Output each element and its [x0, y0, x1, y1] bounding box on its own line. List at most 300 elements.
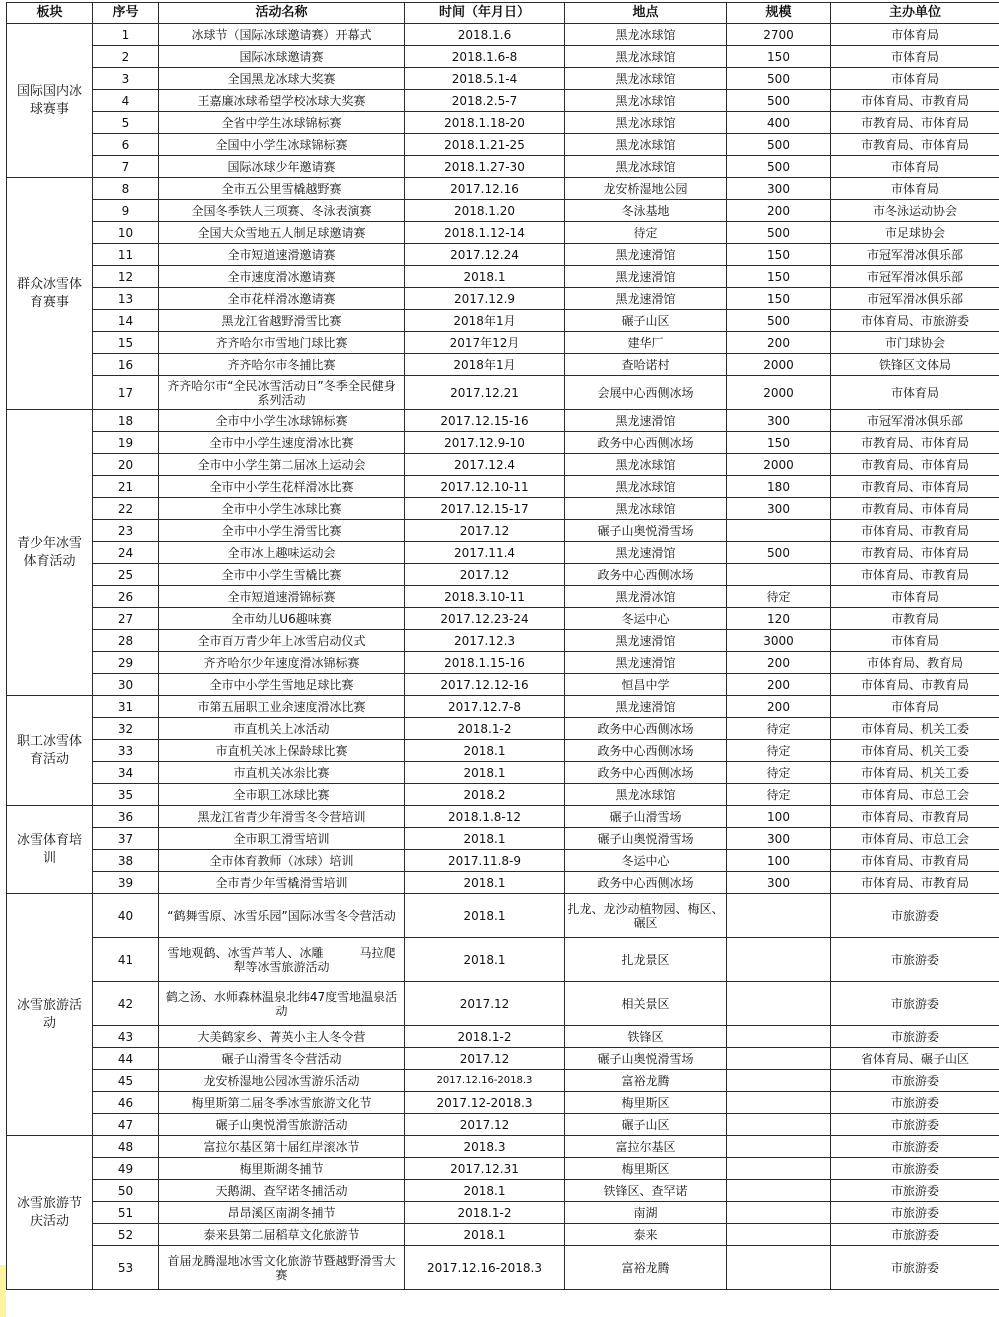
activity-location[interactable]: 梅里斯区 — [565, 1092, 727, 1114]
activity-location[interactable]: 冬泳基地 — [565, 200, 727, 222]
activity-name[interactable]: 黑龙江省青少年滑雪冬令营培训 — [159, 806, 405, 828]
activity-location[interactable]: 扎龙景区 — [565, 938, 727, 982]
activity-date[interactable]: 2017.12.15-17 — [405, 498, 565, 520]
activity-date[interactable]: 2018.1 — [405, 762, 565, 784]
activity-scale[interactable]: 500 — [727, 134, 831, 156]
activity-scale[interactable] — [727, 1092, 831, 1114]
activity-organizer[interactable]: 市旅游委 — [831, 1202, 999, 1224]
activity-date[interactable]: 2017.12 — [405, 564, 565, 586]
activity-organizer[interactable]: 市体育局 — [831, 68, 999, 90]
activity-date[interactable]: 2018.1.15-16 — [405, 652, 565, 674]
activity-organizer[interactable]: 市体育局、机关工委 — [831, 762, 999, 784]
activity-organizer[interactable]: 市教育局、市体育局 — [831, 134, 999, 156]
activity-date[interactable]: 2018.1.8-12 — [405, 806, 565, 828]
row-number[interactable]: 27 — [93, 608, 159, 630]
activity-scale[interactable]: 500 — [727, 222, 831, 244]
activity-location[interactable]: 黑龙速滑馆 — [565, 288, 727, 310]
activity-location[interactable]: 黑龙冰球馆 — [565, 784, 727, 806]
row-number[interactable]: 18 — [93, 410, 159, 432]
activity-date[interactable]: 2018.1 — [405, 938, 565, 982]
activity-organizer[interactable]: 市体育局、市教育局 — [831, 520, 999, 542]
activity-date[interactable]: 2018.1 — [405, 1224, 565, 1246]
activity-date[interactable]: 2017年12月 — [405, 332, 565, 354]
activity-location[interactable]: 相关景区 — [565, 982, 727, 1026]
activity-scale[interactable]: 2700 — [727, 24, 831, 46]
activity-date[interactable]: 2017.12 — [405, 1114, 565, 1136]
activity-name[interactable]: 全市青少年雪橇滑雪培训 — [159, 872, 405, 894]
activity-scale[interactable]: 100 — [727, 806, 831, 828]
activity-organizer[interactable]: 市体育局 — [831, 24, 999, 46]
activity-organizer[interactable]: 市旅游委 — [831, 938, 999, 982]
activity-name[interactable]: 龙安桥湿地公园冰雪游乐活动 — [159, 1070, 405, 1092]
row-number[interactable]: 36 — [93, 806, 159, 828]
activity-scale[interactable] — [727, 982, 831, 1026]
row-number[interactable]: 33 — [93, 740, 159, 762]
activity-scale[interactable]: 待定 — [727, 762, 831, 784]
activity-date[interactable]: 2018.1 — [405, 872, 565, 894]
row-number[interactable]: 53 — [93, 1246, 159, 1290]
activity-scale[interactable] — [727, 1048, 831, 1070]
activity-date[interactable]: 2018.1.27-30 — [405, 156, 565, 178]
section-label[interactable]: 冰雪体育培训 — [7, 806, 93, 894]
row-number[interactable]: 7 — [93, 156, 159, 178]
activity-location[interactable]: 黑龙速滑馆 — [565, 630, 727, 652]
activity-location[interactable]: 黑龙速滑馆 — [565, 652, 727, 674]
activity-scale[interactable] — [727, 520, 831, 542]
activity-date[interactable]: 2018.1 — [405, 266, 565, 288]
activity-date[interactable]: 2017.12.15-16 — [405, 410, 565, 432]
activity-organizer[interactable]: 市旅游委 — [831, 1092, 999, 1114]
row-number[interactable]: 1 — [93, 24, 159, 46]
row-number[interactable]: 6 — [93, 134, 159, 156]
activity-date[interactable]: 2017.12 — [405, 982, 565, 1026]
activity-location[interactable]: 黑龙冰球馆 — [565, 24, 727, 46]
activity-name[interactable]: 国际冰球邀请赛 — [159, 46, 405, 68]
activity-location[interactable]: 政务中心西侧冰场 — [565, 740, 727, 762]
activity-location[interactable]: 黑龙冰球馆 — [565, 112, 727, 134]
row-number[interactable]: 17 — [93, 376, 159, 410]
activity-scale[interactable]: 300 — [727, 872, 831, 894]
activity-scale[interactable] — [727, 1202, 831, 1224]
activity-name[interactable]: 全市中小学生雪橇比赛 — [159, 564, 405, 586]
activity-scale[interactable]: 3000 — [727, 630, 831, 652]
activity-name[interactable]: 全市中小学生滑雪比赛 — [159, 520, 405, 542]
activity-scale[interactable]: 300 — [727, 178, 831, 200]
activity-scale[interactable]: 待定 — [727, 740, 831, 762]
row-number[interactable]: 32 — [93, 718, 159, 740]
activity-date[interactable]: 2017.12.16 — [405, 178, 565, 200]
activity-name[interactable]: 泰来县第二届稻草文化旅游节 — [159, 1224, 405, 1246]
activity-name[interactable]: 首届龙腾湿地冰雪文化旅游节暨越野滑雪大赛 — [159, 1246, 405, 1290]
row-number[interactable]: 24 — [93, 542, 159, 564]
activity-scale[interactable]: 2000 — [727, 454, 831, 476]
activity-organizer[interactable]: 市体育局 — [831, 376, 999, 410]
activity-location[interactable]: 碾子山区 — [565, 310, 727, 332]
activity-date[interactable]: 2017.12.7-8 — [405, 696, 565, 718]
activity-date[interactable]: 2017.12.9-10 — [405, 432, 565, 454]
activity-organizer[interactable]: 铁锋区文体局 — [831, 354, 999, 376]
activity-organizer[interactable]: 市体育局、市旅游委 — [831, 310, 999, 332]
activity-name[interactable]: 全国大众雪地五人制足球邀请赛 — [159, 222, 405, 244]
activity-location[interactable]: 黑龙速滑馆 — [565, 244, 727, 266]
activity-organizer[interactable]: 市旅游委 — [831, 1224, 999, 1246]
activity-scale[interactable]: 2000 — [727, 376, 831, 410]
activity-organizer[interactable]: 市教育局、市体育局 — [831, 498, 999, 520]
activity-organizer[interactable]: 市冠军滑冰俱乐部 — [831, 266, 999, 288]
row-number[interactable]: 38 — [93, 850, 159, 872]
activity-location[interactable]: 政务中心西侧冰场 — [565, 718, 727, 740]
row-number[interactable]: 10 — [93, 222, 159, 244]
activity-location[interactable]: 黑龙冰球馆 — [565, 476, 727, 498]
row-number[interactable]: 13 — [93, 288, 159, 310]
row-number[interactable]: 45 — [93, 1070, 159, 1092]
activity-scale[interactable]: 120 — [727, 608, 831, 630]
activity-organizer[interactable]: 市体育局、市教育局 — [831, 872, 999, 894]
activity-location[interactable]: 黑龙冰球馆 — [565, 46, 727, 68]
activity-location[interactable]: 政务中心西侧冰场 — [565, 432, 727, 454]
activity-scale[interactable]: 150 — [727, 244, 831, 266]
activity-scale[interactable]: 200 — [727, 696, 831, 718]
activity-organizer[interactable]: 省体育局、碾子山区 — [831, 1048, 999, 1070]
activity-name[interactable]: 市第五届职工业余速度滑冰比赛 — [159, 696, 405, 718]
activity-organizer[interactable]: 市旅游委 — [831, 894, 999, 938]
activity-name[interactable]: 国际冰球少年邀请赛 — [159, 156, 405, 178]
activity-scale[interactable]: 200 — [727, 674, 831, 696]
row-number[interactable]: 34 — [93, 762, 159, 784]
activity-scale[interactable]: 500 — [727, 156, 831, 178]
activity-name[interactable]: 全国黑龙冰球大奖赛 — [159, 68, 405, 90]
activity-name[interactable]: 富拉尔基区第十届红岸滚冰节 — [159, 1136, 405, 1158]
activity-scale[interactable]: 180 — [727, 476, 831, 498]
activity-date[interactable]: 2017.12.10-11 — [405, 476, 565, 498]
activity-name[interactable]: 全市中小学生冰球比赛 — [159, 498, 405, 520]
activity-date[interactable]: 2017.12-2018.3 — [405, 1092, 565, 1114]
activity-location[interactable]: 黑龙冰球馆 — [565, 156, 727, 178]
row-number[interactable]: 21 — [93, 476, 159, 498]
row-number[interactable]: 12 — [93, 266, 159, 288]
row-number[interactable]: 15 — [93, 332, 159, 354]
activity-name[interactable]: 市直机关冰尜比赛 — [159, 762, 405, 784]
activity-date[interactable]: 2017.12.21 — [405, 376, 565, 410]
activity-date[interactable]: 2018.2.5-7 — [405, 90, 565, 112]
row-number[interactable]: 9 — [93, 200, 159, 222]
activity-location[interactable]: 南湖 — [565, 1202, 727, 1224]
activity-location[interactable]: 铁锋区、查罕诺 — [565, 1180, 727, 1202]
activity-organizer[interactable]: 市教育局、市体育局 — [831, 542, 999, 564]
section-label[interactable]: 国际国内冰球赛事 — [7, 24, 93, 178]
activity-name[interactable]: 全市体育教师（冰球）培训 — [159, 850, 405, 872]
activity-scale[interactable] — [727, 1246, 831, 1290]
row-number[interactable]: 8 — [93, 178, 159, 200]
activity-name[interactable]: 天鹅湖、查罕诺冬捕活动 — [159, 1180, 405, 1202]
activity-organizer[interactable]: 市冬泳运动协会 — [831, 200, 999, 222]
header-location[interactable]: 地点 — [565, 3, 727, 24]
section-label[interactable]: 冰雪旅游活动 — [7, 894, 93, 1136]
row-number[interactable]: 44 — [93, 1048, 159, 1070]
section-label[interactable]: 青少年冰雪体育活动 — [7, 410, 93, 696]
activity-organizer[interactable]: 市教育局 — [831, 608, 999, 630]
row-number[interactable]: 3 — [93, 68, 159, 90]
row-number[interactable]: 40 — [93, 894, 159, 938]
activity-name[interactable]: 全国中小学生冰球锦标赛 — [159, 134, 405, 156]
section-label[interactable]: 群众冰雪体育赛事 — [7, 178, 93, 410]
activity-organizer[interactable]: 市体育局 — [831, 586, 999, 608]
activity-name[interactable]: 全国冬季铁人三项赛、冬泳表演赛 — [159, 200, 405, 222]
activity-location[interactable]: 黑龙冰球馆 — [565, 498, 727, 520]
activity-scale[interactable] — [727, 1070, 831, 1092]
activity-scale[interactable]: 500 — [727, 542, 831, 564]
activity-scale[interactable]: 待定 — [727, 718, 831, 740]
activity-organizer[interactable]: 市门球协会 — [831, 332, 999, 354]
activity-name[interactable]: 市直机关冰上保龄球比赛 — [159, 740, 405, 762]
activity-location[interactable]: 待定 — [565, 222, 727, 244]
activity-name[interactable]: 全市中小学生第二届冰上运动会 — [159, 454, 405, 476]
activity-name[interactable]: 大美鹤家乡、菁英小主人冬令营 — [159, 1026, 405, 1048]
activity-date[interactable]: 2017.12.23-24 — [405, 608, 565, 630]
row-number[interactable]: 43 — [93, 1026, 159, 1048]
activity-scale[interactable] — [727, 564, 831, 586]
activity-name[interactable]: 齐齐哈尔市雪地门球比赛 — [159, 332, 405, 354]
activity-location[interactable]: 冬运中心 — [565, 608, 727, 630]
activity-location[interactable]: 黑龙冰球馆 — [565, 90, 727, 112]
activity-location[interactable]: 碾子山滑雪场 — [565, 806, 727, 828]
activity-scale[interactable] — [727, 1026, 831, 1048]
row-number[interactable]: 26 — [93, 586, 159, 608]
row-number[interactable]: 48 — [93, 1136, 159, 1158]
activity-location[interactable]: 泰来 — [565, 1224, 727, 1246]
header-date[interactable]: 时间（年月日） — [405, 3, 565, 24]
activity-name[interactable]: 全省中学生冰球锦标赛 — [159, 112, 405, 134]
activity-date[interactable]: 2017.12.12-16 — [405, 674, 565, 696]
row-number[interactable]: 5 — [93, 112, 159, 134]
activity-name[interactable]: 碾子山滑雪冬令营活动 — [159, 1048, 405, 1070]
activity-organizer[interactable]: 市旅游委 — [831, 1246, 999, 1290]
activity-date[interactable]: 2018.1.12-14 — [405, 222, 565, 244]
row-number[interactable]: 28 — [93, 630, 159, 652]
activity-scale[interactable]: 500 — [727, 90, 831, 112]
activity-location[interactable]: 政务中心西侧冰场 — [565, 762, 727, 784]
activity-location[interactable]: 黑龙滑冰馆 — [565, 586, 727, 608]
activity-organizer[interactable]: 市旅游委 — [831, 1114, 999, 1136]
activity-scale[interactable] — [727, 894, 831, 938]
activity-location[interactable]: 龙安桥湿地公园 — [565, 178, 727, 200]
activity-location[interactable]: 黑龙冰球馆 — [565, 68, 727, 90]
row-number[interactable]: 50 — [93, 1180, 159, 1202]
row-number[interactable]: 23 — [93, 520, 159, 542]
activity-scale[interactable] — [727, 938, 831, 982]
activity-organizer[interactable]: 市体育局、市教育局 — [831, 850, 999, 872]
activity-scale[interactable]: 200 — [727, 200, 831, 222]
activity-name[interactable]: “鹤舞雪原、冰雪乐园”国际冰雪冬令营活动 — [159, 894, 405, 938]
activity-organizer[interactable]: 市体育局 — [831, 178, 999, 200]
activity-organizer[interactable]: 市旅游委 — [831, 1158, 999, 1180]
activity-organizer[interactable]: 市体育局、市教育局 — [831, 806, 999, 828]
activity-organizer[interactable]: 市旅游委 — [831, 982, 999, 1026]
activity-date[interactable]: 2017.12.16-2018.3 — [405, 1246, 565, 1290]
activity-date[interactable]: 2018.1-2 — [405, 718, 565, 740]
activity-name[interactable]: 王嘉廉冰球希望学校冰球大奖赛 — [159, 90, 405, 112]
activity-date[interactable]: 2017.12 — [405, 520, 565, 542]
activity-scale[interactable]: 150 — [727, 432, 831, 454]
activity-date[interactable]: 2017.12.4 — [405, 454, 565, 476]
activity-name[interactable]: 鹤之汤、水师森林温泉北纬47度雪地温泉活动 — [159, 982, 405, 1026]
activity-organizer[interactable]: 市足球协会 — [831, 222, 999, 244]
activity-location[interactable]: 政务中心西侧冰场 — [565, 564, 727, 586]
activity-location[interactable]: 碾子山奥悦滑雪场 — [565, 520, 727, 542]
activity-name[interactable]: 全市短道速滑锦标赛 — [159, 586, 405, 608]
activity-name[interactable]: 全市速度滑冰邀请赛 — [159, 266, 405, 288]
header-activity-name[interactable]: 活动名称 — [159, 3, 405, 24]
activity-organizer[interactable]: 市体育局、机关工委 — [831, 740, 999, 762]
activity-name[interactable]: 梅里斯湖冬捕节 — [159, 1158, 405, 1180]
activity-date[interactable]: 2018.1 — [405, 828, 565, 850]
activity-scale[interactable] — [727, 1158, 831, 1180]
activity-date[interactable]: 2017.12.31 — [405, 1158, 565, 1180]
activity-location[interactable]: 富拉尔基区 — [565, 1136, 727, 1158]
row-number[interactable]: 4 — [93, 90, 159, 112]
row-number[interactable]: 37 — [93, 828, 159, 850]
activity-location[interactable]: 扎龙、龙沙动植物园、梅区、碾区 — [565, 894, 727, 938]
activity-name[interactable]: 雪地观鹤、冰雪芦苇人、冰雕 马拉爬犁等冰雪旅游活动 — [159, 938, 405, 982]
activity-date[interactable]: 2018.3 — [405, 1136, 565, 1158]
activity-scale[interactable]: 500 — [727, 310, 831, 332]
activity-date[interactable]: 2018.1-2 — [405, 1202, 565, 1224]
activity-scale[interactable]: 500 — [727, 68, 831, 90]
row-number[interactable]: 25 — [93, 564, 159, 586]
activity-scale[interactable] — [727, 1136, 831, 1158]
activity-location[interactable]: 黑龙冰球馆 — [565, 134, 727, 156]
section-label[interactable]: 冰雪旅游节庆活动 — [7, 1136, 93, 1290]
header-organizer[interactable]: 主办单位 — [831, 3, 999, 24]
header-section[interactable]: 板块 — [7, 3, 93, 24]
activity-name[interactable]: 全市百万青少年上冰雪启动仪式 — [159, 630, 405, 652]
row-number[interactable]: 47 — [93, 1114, 159, 1136]
activity-name[interactable]: 全市中小学生速度滑冰比赛 — [159, 432, 405, 454]
activity-location[interactable]: 冬运中心 — [565, 850, 727, 872]
activity-name[interactable]: 全市职工滑雪培训 — [159, 828, 405, 850]
activity-organizer[interactable]: 市体育局、机关工委 — [831, 718, 999, 740]
activity-organizer[interactable]: 市旅游委 — [831, 1070, 999, 1092]
row-number[interactable]: 46 — [93, 1092, 159, 1114]
row-number[interactable]: 2 — [93, 46, 159, 68]
header-scale[interactable]: 规模 — [727, 3, 831, 24]
row-number[interactable]: 30 — [93, 674, 159, 696]
activity-scale[interactable]: 400 — [727, 112, 831, 134]
activity-scale[interactable]: 300 — [727, 410, 831, 432]
activity-date[interactable]: 2018.1.20 — [405, 200, 565, 222]
activity-organizer[interactable]: 市旅游委 — [831, 1136, 999, 1158]
activity-organizer[interactable]: 市教育局、市体育局 — [831, 476, 999, 498]
activity-name[interactable]: 市直机关上冰活动 — [159, 718, 405, 740]
activity-organizer[interactable]: 市冠军滑冰俱乐部 — [831, 410, 999, 432]
activity-organizer[interactable]: 市旅游委 — [831, 1026, 999, 1048]
activity-location[interactable]: 黑龙速滑馆 — [565, 410, 727, 432]
activity-organizer[interactable]: 市体育局 — [831, 156, 999, 178]
row-number[interactable]: 14 — [93, 310, 159, 332]
activity-location[interactable]: 建华厂 — [565, 332, 727, 354]
activity-organizer[interactable]: 市教育局、市体育局 — [831, 432, 999, 454]
row-number[interactable]: 49 — [93, 1158, 159, 1180]
row-number[interactable]: 16 — [93, 354, 159, 376]
activity-organizer[interactable]: 市冠军滑冰俱乐部 — [831, 244, 999, 266]
activity-name[interactable]: 全市花样滑冰邀请赛 — [159, 288, 405, 310]
activity-location[interactable]: 黑龙速滑馆 — [565, 266, 727, 288]
activity-date[interactable]: 2018.1.18-20 — [405, 112, 565, 134]
activity-date[interactable]: 2018.3.10-11 — [405, 586, 565, 608]
activity-name[interactable]: 冰球节（国际冰球邀请赛）开幕式 — [159, 24, 405, 46]
activity-name[interactable]: 全市五公里雪橇越野赛 — [159, 178, 405, 200]
row-number[interactable]: 51 — [93, 1202, 159, 1224]
activity-organizer[interactable]: 市体育局、教育局 — [831, 652, 999, 674]
activity-date[interactable]: 2017.12 — [405, 1048, 565, 1070]
activity-scale[interactable]: 100 — [727, 850, 831, 872]
activity-date[interactable]: 2017.12.16-2018.3 — [405, 1070, 565, 1092]
activity-location[interactable]: 碾子山奥悦滑雪场 — [565, 1048, 727, 1070]
activity-location[interactable]: 碾子山奥悦滑雪场 — [565, 828, 727, 850]
activity-date[interactable]: 2018.1.6-8 — [405, 46, 565, 68]
activity-organizer[interactable]: 市体育局、市总工会 — [831, 784, 999, 806]
activity-name[interactable]: 齐齐哈尔市冬捕比赛 — [159, 354, 405, 376]
row-number[interactable]: 39 — [93, 872, 159, 894]
activity-organizer[interactable]: 市体育局、市教育局 — [831, 674, 999, 696]
activity-organizer[interactable]: 市冠军滑冰俱乐部 — [831, 288, 999, 310]
activity-date[interactable]: 2017.11.8-9 — [405, 850, 565, 872]
activity-scale[interactable]: 300 — [727, 498, 831, 520]
activity-location[interactable]: 黑龙速滑馆 — [565, 696, 727, 718]
row-number[interactable]: 31 — [93, 696, 159, 718]
activity-organizer[interactable]: 市体育局、市教育局 — [831, 90, 999, 112]
activity-date[interactable]: 2018.2 — [405, 784, 565, 806]
activity-location[interactable]: 碾子山区 — [565, 1114, 727, 1136]
activity-location[interactable]: 富裕龙腾 — [565, 1246, 727, 1290]
activity-organizer[interactable]: 市体育局 — [831, 46, 999, 68]
activity-scale[interactable]: 300 — [727, 828, 831, 850]
row-number[interactable]: 22 — [93, 498, 159, 520]
activity-scale[interactable]: 200 — [727, 652, 831, 674]
activity-location[interactable]: 黑龙速滑馆 — [565, 542, 727, 564]
activity-scale[interactable]: 待定 — [727, 586, 831, 608]
activity-scale[interactable]: 150 — [727, 266, 831, 288]
row-number[interactable]: 41 — [93, 938, 159, 982]
activity-name[interactable]: 齐齐哈尔少年速度滑冰锦标赛 — [159, 652, 405, 674]
row-number[interactable]: 35 — [93, 784, 159, 806]
activity-organizer[interactable]: 市体育局、市教育局 — [831, 564, 999, 586]
row-number[interactable]: 19 — [93, 432, 159, 454]
activity-name[interactable]: 全市幼儿U6趣味赛 — [159, 608, 405, 630]
activity-date[interactable]: 2018.5.1-4 — [405, 68, 565, 90]
activity-name[interactable]: 昂昂溪区南湖冬捕节 — [159, 1202, 405, 1224]
activity-location[interactable]: 查哈诺村 — [565, 354, 727, 376]
row-number[interactable]: 20 — [93, 454, 159, 476]
activity-date[interactable]: 2017.12.3 — [405, 630, 565, 652]
activity-date[interactable]: 2018.1 — [405, 894, 565, 938]
activity-organizer[interactable]: 市体育局 — [831, 696, 999, 718]
activity-scale[interactable]: 待定 — [727, 784, 831, 806]
activity-location[interactable]: 黑龙冰球馆 — [565, 454, 727, 476]
activity-organizer[interactable]: 市教育局、市体育局 — [831, 454, 999, 476]
activity-organizer[interactable]: 市体育局 — [831, 630, 999, 652]
activity-date[interactable]: 2018.1.6 — [405, 24, 565, 46]
activity-date[interactable]: 2017.11.4 — [405, 542, 565, 564]
activity-name[interactable]: 全市职工冰球比赛 — [159, 784, 405, 806]
activity-name[interactable]: 全市短道速滑邀请赛 — [159, 244, 405, 266]
activity-scale[interactable] — [727, 1180, 831, 1202]
activity-date[interactable]: 2018.1 — [405, 1180, 565, 1202]
activity-date[interactable]: 2017.12.24 — [405, 244, 565, 266]
activity-date[interactable]: 2018.1.21-25 — [405, 134, 565, 156]
activity-scale[interactable] — [727, 1224, 831, 1246]
activity-organizer[interactable]: 市体育局、市总工会 — [831, 828, 999, 850]
